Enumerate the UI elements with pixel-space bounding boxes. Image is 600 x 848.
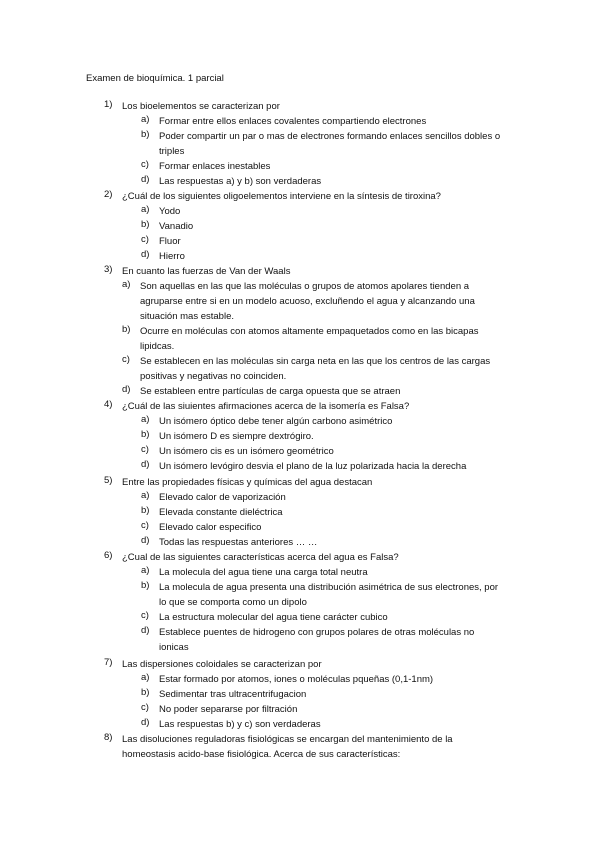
question-text: ¿Cual de las siguientes características acerca del agua es Falsa? [122, 552, 399, 563]
option-letter: c) [141, 444, 149, 455]
question-text: En cuanto las fuerzas de Van der Waals [122, 266, 291, 277]
option-letter: a) [141, 114, 150, 125]
option-text: Elevado calor especifico [159, 522, 262, 533]
option-text: Estar formado por atomos, iones o moléculas pqueñas (0,1-1nm) [159, 674, 434, 685]
option-text: Todas las respuestas anteriores … … [159, 537, 318, 548]
option-letter: a) [141, 672, 150, 683]
question-text: ¿Cuál de las siuientes afirmaciones acerca de la isomería es Falsa? [122, 401, 410, 412]
option-text: Se establecen en las moléculas sin carga neta en las que los centros de las cargas positivas y negativas no coinciden. [140, 356, 491, 382]
option-text: Establece puentes de hidrogeno con grupos polares de otras moléculas no ionicas [159, 627, 475, 653]
option-text: Se estableen entre partículas de carga opuesta que se atraen [140, 386, 401, 397]
option-letter: b) [141, 580, 150, 591]
option-text: Las respuestas a) y b) son verdaderas [159, 176, 322, 187]
option-text: Formar entre ellos enlaces covalentes compartiendo electrones [159, 116, 427, 127]
option-text: Fluor [159, 236, 181, 247]
option-text: La estructura molecular del agua tiene carácter cubico [159, 612, 388, 623]
question-number: 8) [104, 732, 113, 743]
option-text: Elevada constante dieléctrica [159, 507, 283, 518]
option-letter: b) [141, 687, 150, 698]
question-number: 2) [104, 189, 113, 200]
option-letter: d) [141, 717, 150, 728]
option-text: La molecula de agua presenta una distribución asimétrica de sus electrones, por lo que se comporta como un dipolo [159, 582, 499, 608]
option-letter: d) [141, 249, 150, 260]
option-letter: c) [141, 520, 149, 531]
option-letter: b) [141, 505, 150, 516]
option-letter: b) [122, 324, 131, 335]
option-letter: d) [141, 174, 150, 185]
option-letter: d) [141, 459, 150, 470]
option-letter: a) [141, 490, 150, 501]
option-text: Un isómero D es siempre dextrógiro. [159, 431, 314, 442]
option-text: La molecula del agua tiene una carga total neutra [159, 567, 368, 578]
option-text: Formar enlaces inestables [159, 161, 271, 172]
question-text: Los bioelementos se caracterizan por [122, 101, 280, 112]
option-text: Sedimentar tras ultracentrifugacion [159, 689, 307, 700]
exam-title: Examen de bioquímica. 1 parcial [86, 73, 224, 84]
option-letter: b) [141, 429, 150, 440]
option-text: Hierro [159, 251, 185, 262]
option-text: Las respuestas b) y c) son verdaderas [159, 719, 321, 730]
option-letter: b) [141, 219, 150, 230]
question-text: Entre las propiedades físicas y químicas del agua destacan [122, 477, 373, 488]
question-number: 4) [104, 399, 113, 410]
option-text: Son aquellas en las que las moléculas o grupos de atomos apolares tienden a agruparse entre si en un modelo acuoso, excluñendo el agua y alcanzando una situación mas estable. [140, 281, 475, 322]
question-number: 7) [104, 657, 113, 668]
question-text: Las dispersiones coloidales se caracterizan por [122, 659, 322, 670]
option-letter: a) [141, 204, 150, 215]
option-letter: d) [122, 384, 131, 395]
question-text: Las disoluciones reguladoras fisiológicas se encargan del mantenimiento de la homeostasis acido-base fisiológica. Acerca de sus características: [122, 734, 453, 760]
option-letter: c) [141, 159, 149, 170]
question-number: 1) [104, 99, 113, 110]
question-number: 6) [104, 550, 113, 561]
option-text: Ocurre en moléculas con atomos altamente empaquetados como en las bicapas lipidcas. [140, 326, 479, 352]
option-letter: a) [141, 414, 150, 425]
option-text: Yodo [159, 206, 181, 217]
option-text: No poder separarse por filtración [159, 704, 298, 715]
question-text: ¿Cuál de los siguientes oligoelementos interviene en la síntesis de tiroxina? [122, 191, 441, 202]
option-text: Un isómero levógiro desvia el plano de la luz polarizada hacia la derecha [159, 461, 467, 472]
option-text: Poder compartir un par o mas de electrones formando enlaces sencillos dobles o triples [159, 131, 501, 157]
question-number: 5) [104, 475, 113, 486]
option-letter: b) [141, 129, 150, 140]
option-letter: d) [141, 625, 150, 636]
option-text: Un isómero cis es un isómero geométrico [159, 446, 334, 457]
option-letter: a) [141, 565, 150, 576]
option-letter: d) [141, 535, 150, 546]
option-letter: a) [122, 279, 131, 290]
option-letter: c) [141, 234, 149, 245]
option-text: Un isómero óptico debe tener algún carbono asimétrico [159, 416, 393, 427]
option-letter: c) [122, 354, 130, 365]
question-number: 3) [104, 264, 113, 275]
option-text: Vanadio [159, 221, 194, 232]
option-letter: c) [141, 610, 149, 621]
option-text: Elevado calor de vaporización [159, 492, 286, 503]
option-letter: c) [141, 702, 149, 713]
